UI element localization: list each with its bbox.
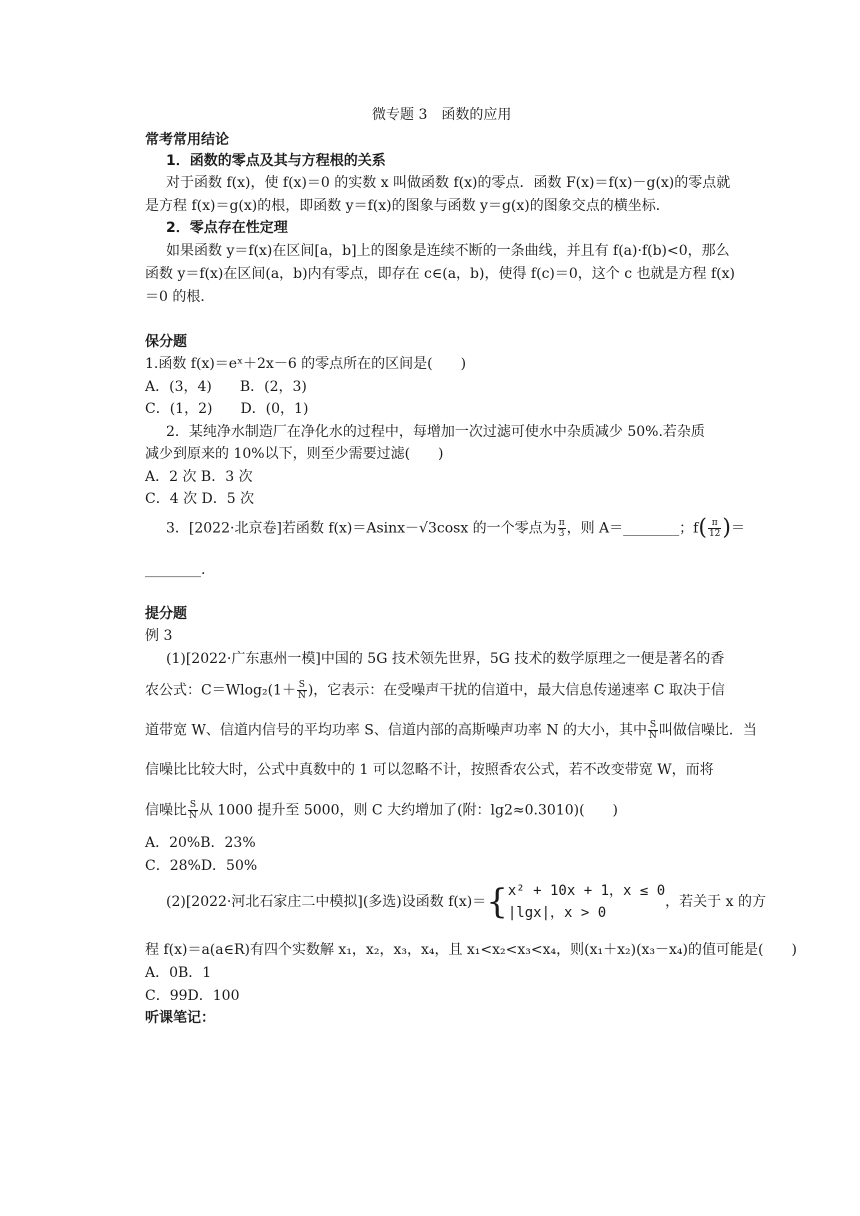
q3-fraction-pi-12: $\frac{\pi}{12}$	[708, 518, 721, 539]
ex2-line-b: 程 f(x)＝a(a∈R)有四个实数解 x₁，x₂，x₃，x₄，且 x₁<x₂<x₃<x₄，则(x₁＋x₂)(x₃－x₄)的值可能是( )	[145, 942, 797, 958]
section-heading-baofen: 保分题	[145, 334, 187, 350]
ex2-line-a: (2)[2022·河北石家庄二中模拟](多选)设函数 f(x)＝{ x² + 10x + 1，x ≤ 0 |lgx|，x > 0 ，若关于 x 的方	[166, 882, 766, 922]
q1-options-cd: C．(1，2) D．(0，1)	[145, 401, 309, 417]
q2-stem-b: 减少到原来的 10%以下，则至少需要过滤( )	[145, 446, 444, 462]
q3-fraction-pi-3: $\frac{\pi}{3}$	[558, 518, 565, 539]
ex1-options-cd: C．28%D．50%	[145, 858, 258, 874]
theory-heading-1: 1．函数的零点及其与方程根的关系	[166, 153, 386, 169]
q3-left-paren: (	[698, 515, 707, 541]
q2-options-cd: C．4 次 D．5 次	[145, 491, 255, 507]
theory-heading-2: 2．零点存在性定理	[166, 220, 288, 236]
section-heading-tifen: 提分题	[145, 606, 187, 622]
ex2-options-ab: A．0B．1	[145, 965, 212, 981]
q1-stem: 1.函数 f(x)＝eˣ＋2x－6 的零点所在的区间是( )	[145, 356, 467, 372]
theory-para-1b: 是方程 f(x)＝g(x)的根，即函数 y＝f(x)的图象与函数 y＝g(x)的图象交点的横坐标．	[145, 198, 670, 214]
theory-para-2c: ＝0 的根．	[145, 289, 215, 305]
ex1-line-d: 信噪比比较大时，公式中真数中的 1 可以忽略不计，按照香农公式，若不改变带宽 W，而将	[145, 762, 714, 778]
q3-right-paren: )	[722, 515, 731, 541]
ex1-options-ab: A．20%B．23%	[145, 835, 256, 851]
piecewise-brace: {	[486, 882, 508, 922]
example-label: 例 3	[145, 628, 173, 644]
q3-stem	[166, 515, 745, 541]
ex2-options-cd: C．99D．100	[145, 988, 240, 1004]
ex1-fraction-s-n: $\frac{S}{N}$	[297, 680, 306, 701]
ex1-line-c: 道带宽 W、信道内信号的平均功率 S、信道内部的高斯噪声功率 N 的大小，其中 $\frac{S}{N}$ 叫做信噪比．当	[145, 720, 757, 741]
theory-para-2a: 如果函数 y＝f(x)在区间[a，b]上的图象是连续不断的一条曲线，并且有 f(a)·f(b)<0，那么	[166, 243, 730, 259]
theory-para-1a: 对于函数 f(x)，使 f(x)＝0 的实数 x 叫做函数 f(x)的零点．函数 F(x)＝f(x)－g(x)的零点就	[166, 175, 731, 191]
page-title: 微专题 3 函数的应用	[372, 107, 512, 123]
ex1-line-a: (1)[2022·广东惠州一模]中国的 5G 技术领先世界，5G 技术的数学原理之一便是著名的香	[166, 651, 725, 667]
piecewise-cases: x² + 10x + 1，x ≤ 0 |lgx|，x > 0	[507, 883, 666, 921]
notes-label: 听课笔记：	[145, 1010, 215, 1026]
section-heading-common: 常考常用结论	[145, 132, 229, 148]
ex1-fraction-s-n-2: $\frac{S}{N}$	[649, 720, 657, 741]
q3-pre: 3．[2022·北京卷]若函数 f(x)＝Asinx－√3cosx 的一个零点为	[166, 520, 557, 537]
q2-options-ab: A．2 次 B．3 次	[145, 469, 253, 485]
ex1-line-b: 农公式：C＝Wlog₂(1＋ $\frac{S}{N}$ )，它表示：在受噪声干扰的信道中，最大信息传递速率 C 取决于信	[145, 680, 725, 701]
ex1-line-e: 信噪比 $\frac{S}{N}$ 从 1000 提升至 5000，则 C 大约增加了(附：lg2≈0.3010)( )	[145, 800, 619, 821]
ex1-fraction-s-n-3: $\frac{S}{N}$	[189, 800, 197, 821]
q2-stem-a: 2．某纯净水制造厂在净化水的过程中，每增加一次过滤可使水中杂质减少 50%.若杂质	[166, 424, 705, 440]
q3-blank: ________.	[145, 562, 206, 578]
q3-post: ＝	[731, 520, 745, 537]
q3-mid: ，则 A＝________；f	[566, 520, 699, 537]
theory-para-2b: 函数 y＝f(x)在区间(a，b)内有零点，即存在 c∈(a，b)，使得 f(c)＝0，这个 c 也就是方程 f(x)	[145, 266, 735, 282]
q1-options-ab: A．(3，4) B．(2，3)	[145, 379, 307, 395]
